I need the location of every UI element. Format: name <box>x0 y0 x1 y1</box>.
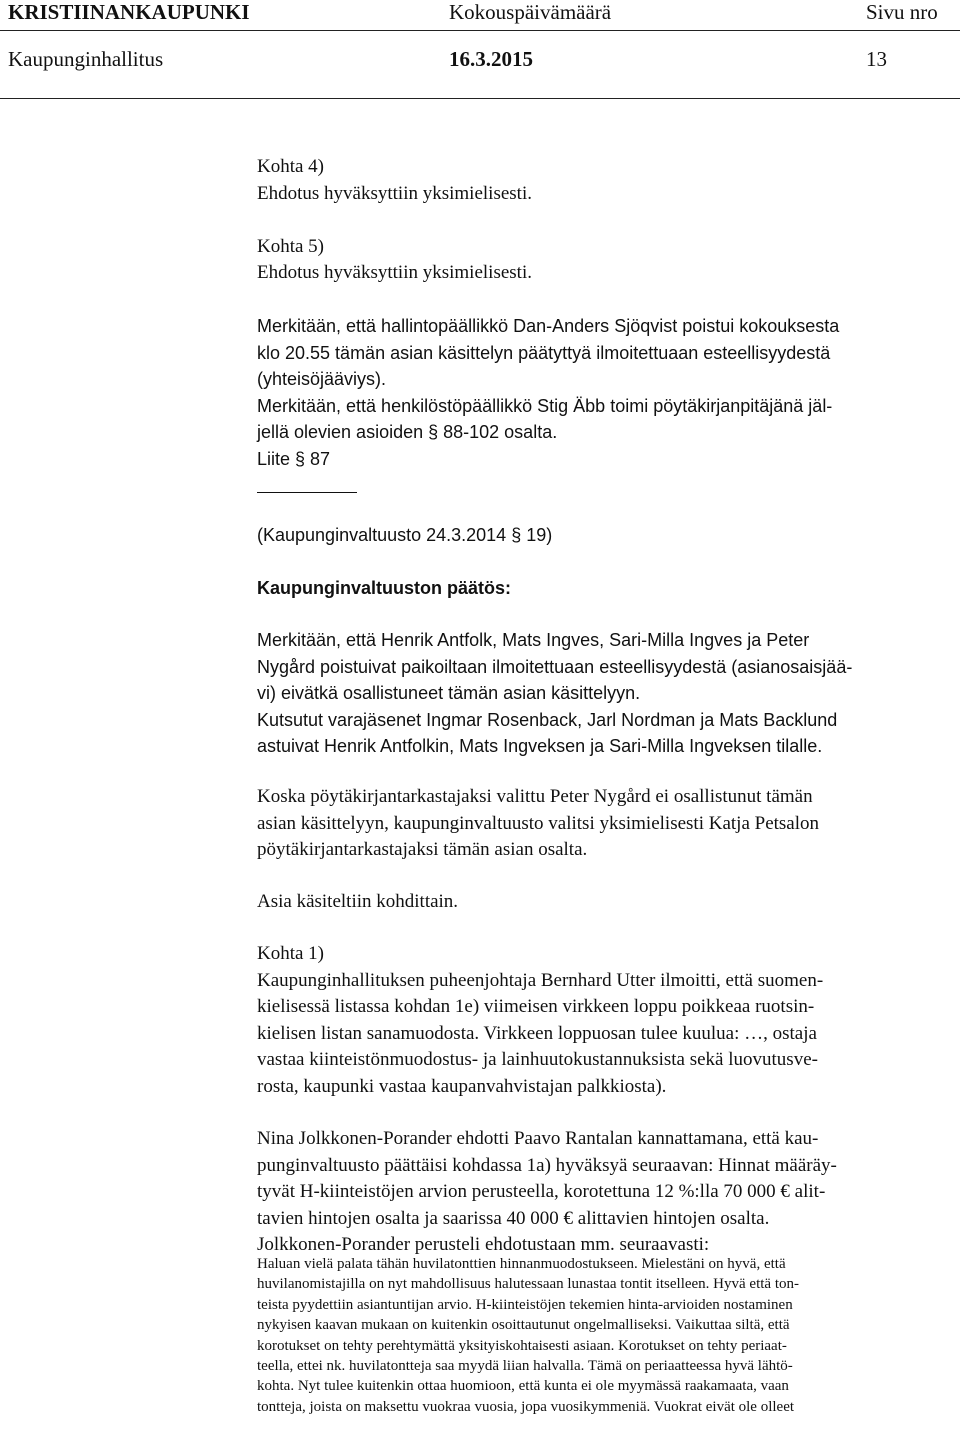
page-number: 13 <box>866 47 887 71</box>
quote-line: teella, ettei nk. huvilatontteja saa myydä liian halvalla. Tämä on periaatteessa hyvä lähtö- <box>257 1358 793 1375</box>
body-name: Kaupunginhallitus <box>8 47 164 71</box>
text-line: vi) eivätkä osallistuneet tämän asian käsittelyyn. <box>257 683 641 703</box>
quote-line: huvilanomistajilla on nyt mahdollisuus halutessaan lunastaa tontit itselleen. Hyvä että ton- <box>257 1276 799 1293</box>
decision-heading-text: Kaupunginvaltuuston päätös: <box>257 578 511 598</box>
note-line: klo 20.55 tämän asian käsittelyn päätyttyä ilmoitettuaan esteellisyydestä <box>257 342 831 363</box>
page-label: Sivu nro <box>866 0 938 24</box>
quote-line: kohta. Nyt tulee kuitenkin ottaa huomioon, että kunta ei ole myymässä raakamaata, vaan <box>257 1378 789 1395</box>
text-line: astuivat Henrik Antfolkin, Mats Ingveksen ja Sari-Milla Ingveksen tilalle. <box>257 736 823 756</box>
section-separator <box>257 492 357 493</box>
header-divider-bottom <box>0 98 960 99</box>
kohta5-text: Ehdotus hyväksyttiin yksimielisesti. <box>257 262 532 283</box>
council-reference <box>257 522 957 549</box>
meeting-date: 16.3.2015 <box>449 47 533 71</box>
kohta5-title: Kohta 5) <box>257 235 325 257</box>
kohta1-section <box>257 941 957 1100</box>
page-header-bottom <box>0 47 960 77</box>
text-line: Nygård poistuivat paikoiltaan ilmoitettuaan esteellisyydestä (asianosaisjää- <box>257 656 853 677</box>
text-line: Kutsutut varajäsenet Ingmar Rosenback, Jarl Nordman ja Mats Backlund <box>257 709 838 730</box>
date-label: Kokouspäivämäärä <box>449 0 612 24</box>
kohta1-title: Kohta 1) <box>257 943 325 964</box>
text-line: Kaupunginhallituksen puheenjohtaja Bernhard Utter ilmoitti, että suomen- <box>257 969 824 991</box>
sections-top <box>257 154 957 493</box>
note-line: (yhteisöjääviys). <box>257 369 387 389</box>
quote-line: Haluan vielä palata tähän huvilatonttien hinnanmuodostukseen. Mielestäni on hyvä, että <box>257 1256 786 1272</box>
header-divider-top <box>0 30 960 31</box>
council-ref-text: (Kaupunginvaltuusto 24.3.2014 § 19) <box>257 525 553 545</box>
text-line: punginvaltuusto päättäisi kohdassa 1a) hyväksyä seuraavan: Hinnat määräy- <box>257 1154 837 1176</box>
proposal-paragraph <box>257 1126 957 1259</box>
note-line: Merkitään, että henkilöstöpäällikkö Stig Äbb toimi pöytäkirjanpitäjänä jäl- <box>257 395 833 416</box>
text-line: tavien hintojen osalta ja saarissa 40 000 € alittavien hintojen osalta. <box>257 1207 770 1229</box>
text-line: vastaa kiinteistönmuodostus- ja lainhuutokustannuksista sekä luovutusve- <box>257 1049 818 1070</box>
attachment-ref: Liite § 87 <box>257 448 331 469</box>
text-line: Jolkkonen-Porander perusteli ehdotustaan mm. seuraavasti: <box>257 1234 710 1255</box>
text-line: asian käsittelyyn, kaupunginvaltuusto valitsi yksimielisesti Katja Petsalon <box>257 812 820 834</box>
decision-heading <box>257 575 957 602</box>
text-line: Nina Jolkkonen-Porander ehdotti Paavo Rantalan kannattamana, että kau- <box>257 1128 819 1149</box>
kohta4-text: Ehdotus hyväksyttiin yksimielisesti. <box>257 182 532 204</box>
decision-paragraph-2 <box>257 784 957 864</box>
quoted-justification <box>257 1254 957 1417</box>
decision-paragraph-1 <box>257 627 957 760</box>
text-line: kielisen listan sanamuodosta. Virkkeen loppuosan tulee kuulua: …, ostaja <box>257 1022 817 1044</box>
page-header-top <box>0 0 960 30</box>
organization-name: KRISTIINANKAUPUNKI <box>8 0 250 24</box>
decision-paragraph-3 <box>257 889 957 916</box>
note-line: Merkitään, että hallintopäällikkö Dan-Anders Sjöqvist poistui kokouksesta <box>257 316 840 336</box>
text-line: kielisessä listassa kohdan 1e) viimeisen virkkeen loppu poikkeaa ruotsin- <box>257 996 815 1017</box>
quote-line: korotukset on tehty perehtymättä yksityiskohtaisesti asiaan. Korotukset on tehty periaat- <box>257 1337 787 1354</box>
text-line: Koska pöytäkirjantarkastajaksi valittu Peter Nygård ei osallistunut tämän <box>257 786 813 807</box>
quote-line: nykyisen kaavan mukaan on kuitenkin osoittautunut ongelmalliseksi. Vaikuttaa siltä, että <box>257 1317 790 1334</box>
text-line: tyvät H-kiinteistöjen arvion perusteella, korotettuna 12 %:lla 70 000 € alit- <box>257 1181 826 1202</box>
text-line: rosta, kaupunki vastaa kaupanvahvistajan palkkiosta). <box>257 1075 667 1097</box>
text-line: Merkitään, että Henrik Antfolk, Mats Ingves, Sari-Milla Ingves ja Peter <box>257 630 810 650</box>
text-line: pöytäkirjantarkastajaksi tämän asian osalta. <box>257 839 588 860</box>
text-line: Asia käsiteltiin kohdittain. <box>257 891 459 912</box>
quote-line: teista pyydettiin asiantuntijan arvio. H-kiinteistöjen tekemien hinta-arvioiden nostaminen <box>257 1296 793 1313</box>
note-line: jellä olevien asioiden § 88-102 osalta. <box>257 422 558 442</box>
kohta4-title: Kohta 4) <box>257 156 325 177</box>
quote-line: tontteja, joista on maksettu vuokraa vuosia, jopa vuosikymmeniä. Vuokrat eivät ole olleet <box>257 1398 795 1415</box>
